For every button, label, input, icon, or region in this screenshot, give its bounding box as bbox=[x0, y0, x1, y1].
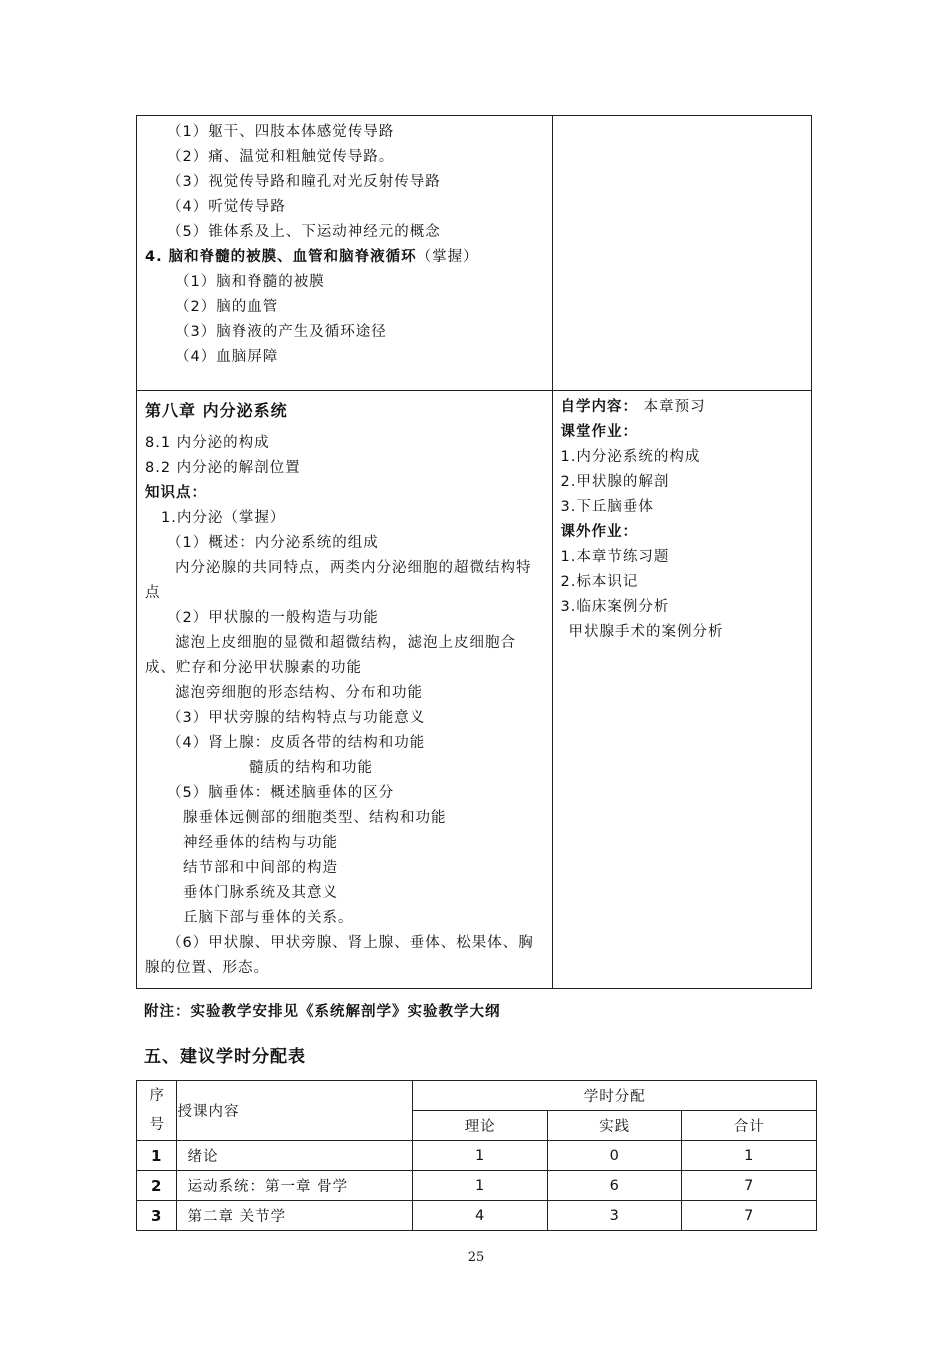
header-number: 序号 bbox=[137, 1081, 177, 1141]
list-item: 2.标本识记 bbox=[560, 574, 639, 590]
row-theory: 1 bbox=[413, 1171, 548, 1201]
table-row bbox=[137, 116, 812, 391]
section-title: 五、建议学时分配表 bbox=[144, 1047, 306, 1067]
list-item: 甲状腺手术的案例分析 bbox=[568, 624, 724, 640]
header-theory: 理论 bbox=[413, 1111, 548, 1141]
row-number: 3 bbox=[137, 1201, 177, 1231]
footnote: 附注：实验教学安排见《系统解剖学》实验教学大纲 bbox=[144, 1004, 501, 1020]
row-practice: 6 bbox=[547, 1171, 682, 1201]
list-item: （6）甲状腺、甲状旁腺、肾上腺、垂体、松果体、胸腺的位置、形态。 bbox=[145, 935, 534, 976]
row-total: 1 bbox=[682, 1141, 817, 1171]
heading-bold: 4. 脑和脊髓的被膜、血管和脑脊液循环 bbox=[145, 249, 417, 265]
class-work-label: 课堂作业： bbox=[560, 424, 639, 440]
paragraph: 内分泌腺的共同特点，两类内分泌细胞的超微结构特点 bbox=[145, 560, 532, 601]
table-row bbox=[137, 391, 812, 989]
list-item: （1）躯干、四肢本体感觉传导路 bbox=[167, 124, 395, 140]
header-hours-group: 学时分配 bbox=[413, 1081, 817, 1111]
header-total: 合计 bbox=[682, 1111, 817, 1141]
paragraph: 滤泡上皮细胞的显微和超微结构，滤泡上皮细胞合成、贮存和分泌甲状腺素的功能 bbox=[145, 635, 516, 676]
list-item: 2.甲状腺的解剖 bbox=[560, 474, 670, 490]
paragraph: 神经垂体的结构与功能 bbox=[183, 835, 338, 851]
table-row bbox=[137, 1141, 817, 1171]
row-content: 第二章 关节学 bbox=[177, 1201, 413, 1231]
list-item: 8.2 内分泌的解剖位置 bbox=[145, 460, 301, 476]
table-header-row bbox=[137, 1081, 817, 1111]
homework-label: 课外作业： bbox=[560, 524, 639, 540]
assignments-cell bbox=[552, 391, 811, 989]
list-item: 1.本章节练习题 bbox=[560, 549, 670, 565]
self-study-label: 自学内容： bbox=[560, 399, 639, 415]
list-item: （1）脑和脊髓的被膜 bbox=[175, 274, 325, 290]
table-row bbox=[137, 1201, 817, 1231]
list-item: 3.临床案例分析 bbox=[560, 599, 670, 615]
list-item: （3）甲状旁腺的结构特点与功能意义 bbox=[167, 710, 426, 726]
row-theory: 4 bbox=[413, 1201, 548, 1231]
paragraph: 髓质的结构和功能 bbox=[249, 760, 373, 776]
list-item: （3）视觉传导路和瞳孔对光反射传导路 bbox=[167, 174, 441, 190]
list-item: 3.下丘脑垂体 bbox=[560, 499, 654, 515]
row-content: 运动系统：第一章 骨学 bbox=[177, 1171, 413, 1201]
header-practice: 实践 bbox=[547, 1111, 682, 1141]
list-item: （4）听觉传导路 bbox=[167, 199, 286, 215]
list-item: （5）锥体系及上、下运动神经元的概念 bbox=[167, 224, 441, 240]
paragraph: 丘脑下部与垂体的关系。 bbox=[183, 910, 354, 926]
syllabus-table bbox=[136, 115, 812, 989]
list-item: （2）脑的血管 bbox=[175, 299, 279, 315]
chapter-title: 第八章 内分泌系统 bbox=[145, 401, 288, 420]
row-number: 2 bbox=[137, 1171, 177, 1201]
row-practice: 3 bbox=[547, 1201, 682, 1231]
table-row bbox=[137, 1171, 817, 1201]
list-item: 1.内分泌（掌握） bbox=[161, 510, 286, 526]
hours-table bbox=[136, 1080, 817, 1231]
content-cell bbox=[137, 116, 553, 391]
knowledge-label: 知识点： bbox=[145, 485, 207, 501]
list-item: 1.内分泌系统的构成 bbox=[560, 449, 701, 465]
list-item: （2）痛、温觉和粗触觉传导路。 bbox=[167, 149, 395, 165]
header-content: 授课内容 bbox=[177, 1081, 413, 1141]
self-study-value: 本章预习 bbox=[643, 399, 706, 415]
row-number: 1 bbox=[137, 1141, 177, 1171]
row-content: 绪论 bbox=[177, 1141, 413, 1171]
list-item: （1）概述：内分泌系统的组成 bbox=[167, 535, 379, 551]
list-item: （5）脑垂体：概述脑垂体的区分 bbox=[167, 785, 395, 801]
page-number: 25 bbox=[467, 1250, 485, 1265]
list-item: （3）脑脊液的产生及循环途径 bbox=[175, 324, 387, 340]
row-total: 7 bbox=[682, 1201, 817, 1231]
paragraph: 腺垂体远侧部的细胞类型、结构和功能 bbox=[183, 810, 447, 826]
list-item: 8.1 内分泌的构成 bbox=[145, 435, 270, 451]
list-item: （4）肾上腺：皮质各带的结构和功能 bbox=[167, 735, 426, 751]
chapter-content-cell bbox=[137, 391, 553, 989]
self-study-line bbox=[561, 395, 805, 420]
row-total: 7 bbox=[682, 1171, 817, 1201]
list-item: （4）血脑屏障 bbox=[175, 349, 279, 365]
paragraph: 滤泡旁细胞的形态结构、分布和功能 bbox=[175, 685, 423, 701]
paragraph: 垂体门脉系统及其意义 bbox=[183, 885, 338, 901]
heading-tail: （掌握） bbox=[416, 249, 479, 265]
list-item: （2）甲状腺的一般构造与功能 bbox=[167, 610, 379, 626]
paragraph: 结节部和中间部的构造 bbox=[183, 860, 338, 876]
section-heading bbox=[145, 245, 546, 270]
notes-cell bbox=[552, 116, 811, 391]
row-practice: 0 bbox=[547, 1141, 682, 1171]
row-theory: 1 bbox=[413, 1141, 548, 1171]
